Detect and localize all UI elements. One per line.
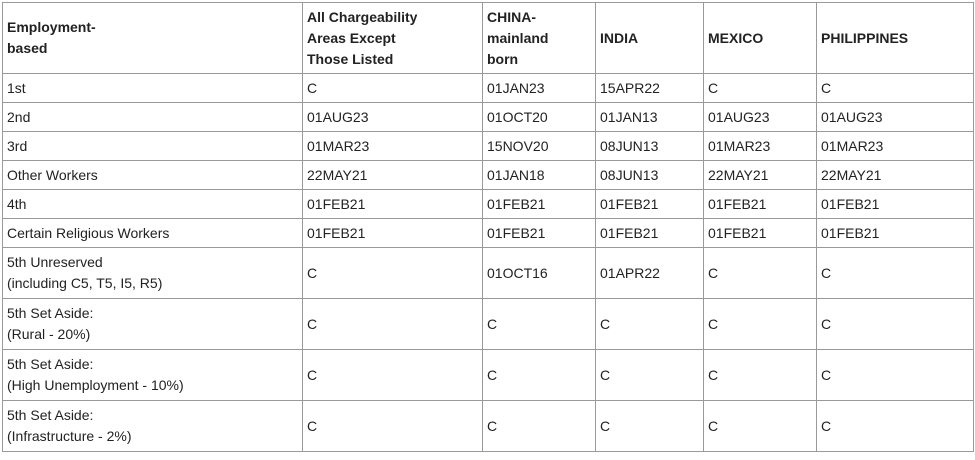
table-cell: 01JAN23 (483, 74, 596, 103)
table-cell: 01OCT20 (483, 103, 596, 132)
header-india: INDIA (596, 3, 704, 74)
row-category: 5th Unreserved (including C5, T5, I5, R5) (3, 248, 303, 299)
header-row (3, 3, 974, 74)
table-cell: C (483, 401, 596, 452)
header-philippines: PHILIPPINES (817, 3, 974, 74)
table-cell: C (817, 248, 974, 299)
table-cell: 01JAN18 (483, 161, 596, 190)
table-cell: C (817, 299, 974, 350)
table-cell: 01FEB21 (817, 219, 974, 248)
table-cell: 01FEB21 (303, 190, 483, 219)
header-mexico: MEXICO (704, 3, 817, 74)
row-category: Other Workers (3, 161, 303, 190)
table-cell: 01FEB21 (483, 219, 596, 248)
table-cell: 01FEB21 (596, 219, 704, 248)
row-category: 2nd (3, 103, 303, 132)
table-cell: 01AUG23 (817, 103, 974, 132)
table-cell: 01FEB21 (596, 190, 704, 219)
table-row (3, 132, 974, 161)
table-cell: C (303, 350, 483, 401)
table-cell: 01MAR23 (817, 132, 974, 161)
table-cell: C (704, 350, 817, 401)
table-cell: C (817, 74, 974, 103)
table-cell: C (817, 401, 974, 452)
table-row (3, 219, 974, 248)
table-cell: 01MAR23 (704, 132, 817, 161)
table-cell: 01FEB21 (483, 190, 596, 219)
table-cell: 08JUN13 (596, 132, 704, 161)
table-cell: 01APR22 (596, 248, 704, 299)
table-row (3, 350, 974, 401)
table-cell: C (704, 401, 817, 452)
table-cell: 22MAY21 (704, 161, 817, 190)
table-cell: 01AUG23 (704, 103, 817, 132)
table-cell: C (596, 401, 704, 452)
table-cell: C (483, 350, 596, 401)
table-cell: C (483, 299, 596, 350)
header-employment-based: Employment- based (3, 3, 303, 74)
header-china: CHINA- mainland born (483, 3, 596, 74)
table-cell: C (303, 401, 483, 452)
table-row (3, 248, 974, 299)
table-cell: 15APR22 (596, 74, 704, 103)
table-cell: 08JUN13 (596, 161, 704, 190)
table-cell: C (704, 74, 817, 103)
table-cell: 01FEB21 (303, 219, 483, 248)
row-category: Certain Religious Workers (3, 219, 303, 248)
table-cell: 15NOV20 (483, 132, 596, 161)
table-cell: C (596, 299, 704, 350)
table-cell: C (303, 248, 483, 299)
table-cell: C (817, 350, 974, 401)
table-cell: 01MAR23 (303, 132, 483, 161)
visa-bulletin-table (2, 2, 974, 452)
row-category: 1st (3, 74, 303, 103)
table-cell: 01FEB21 (817, 190, 974, 219)
table-row (3, 401, 974, 452)
table-cell: 01FEB21 (704, 219, 817, 248)
row-category: 4th (3, 190, 303, 219)
table-cell: C (303, 299, 483, 350)
row-category: 3rd (3, 132, 303, 161)
table-row (3, 161, 974, 190)
table-cell: 01FEB21 (704, 190, 817, 219)
table-row (3, 299, 974, 350)
table-cell: 22MAY21 (817, 161, 974, 190)
header-all-chargeability: All Chargeability Areas Except Those Listed (303, 3, 483, 74)
table-cell: C (704, 248, 817, 299)
row-category: 5th Set Aside: (Infrastructure - 2%) (3, 401, 303, 452)
table-row (3, 74, 974, 103)
table-row (3, 190, 974, 219)
table-row (3, 103, 974, 132)
table-cell: C (704, 299, 817, 350)
table-cell: C (303, 74, 483, 103)
row-category: 5th Set Aside: (High Unemployment - 10%) (3, 350, 303, 401)
table-cell: C (596, 350, 704, 401)
table-cell: 22MAY21 (303, 161, 483, 190)
row-category: 5th Set Aside: (Rural - 20%) (3, 299, 303, 350)
table-cell: 01OCT16 (483, 248, 596, 299)
table-cell: 01JAN13 (596, 103, 704, 132)
table-cell: 01AUG23 (303, 103, 483, 132)
